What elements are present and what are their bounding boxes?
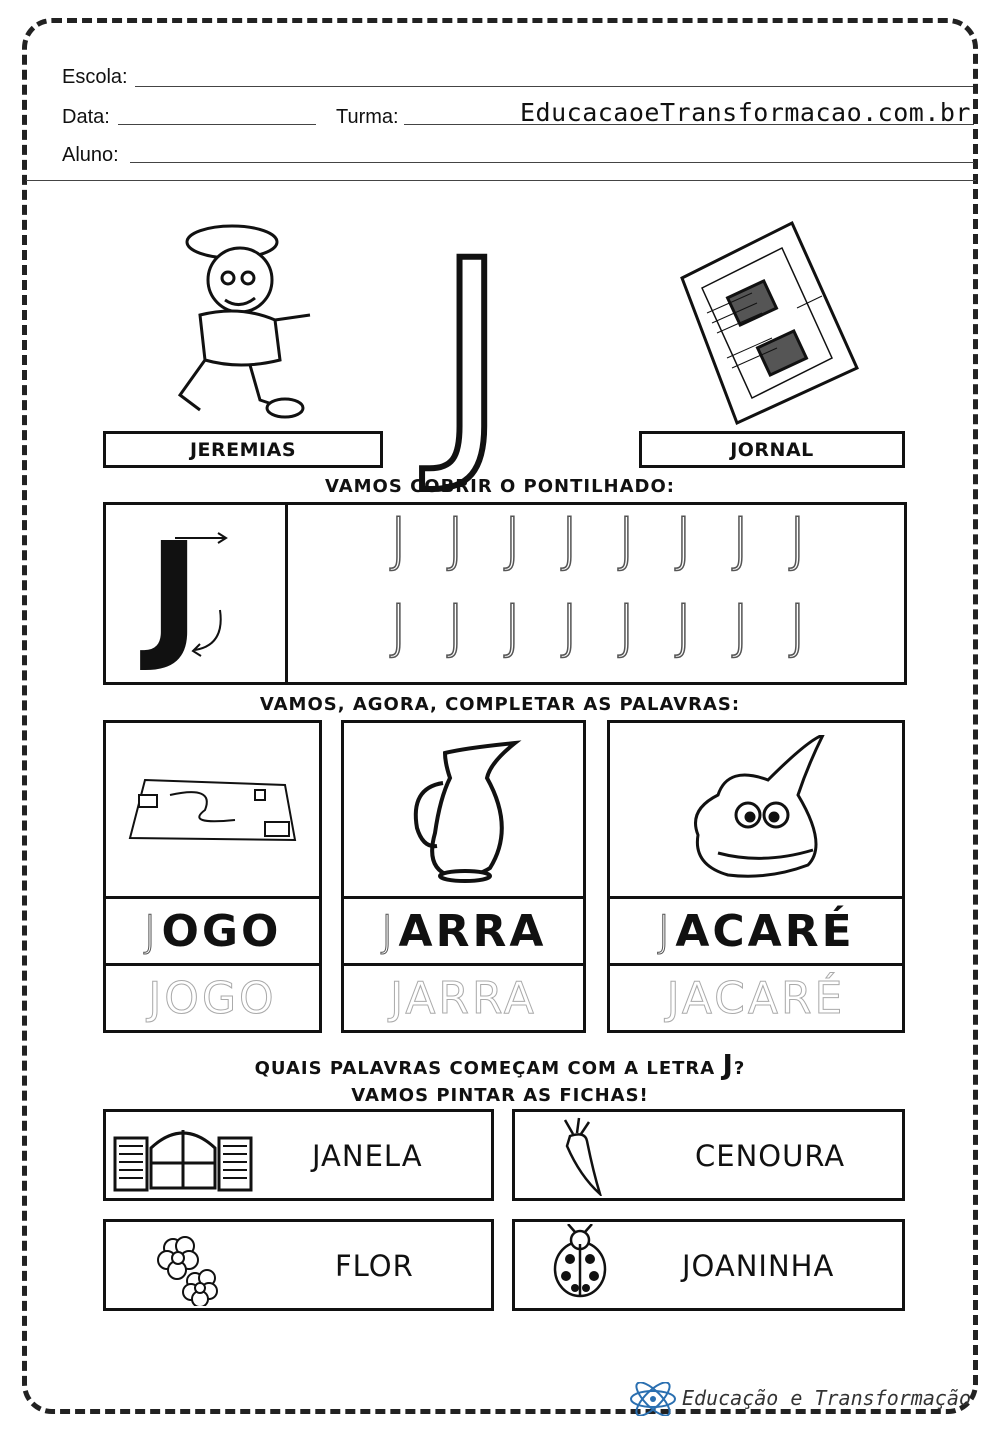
window-image [113, 1118, 253, 1192]
trace-letter: J [731, 592, 750, 662]
board-game-image [125, 770, 300, 845]
trace-letter: J [617, 505, 636, 575]
newspaper-image [672, 218, 862, 428]
card-word-cenoura: CENOURA [695, 1139, 846, 1173]
stroke-direction-arrows [170, 530, 240, 660]
site-url: EducacaoeTransformacao.com.br [520, 98, 971, 127]
jug-image [405, 738, 525, 883]
paint-section-subtitle: VAMOS PINTAR AS FICHAS! [351, 1085, 649, 1106]
trace-letter: J [674, 505, 693, 575]
header-divider [26, 180, 976, 181]
model-letter: J [148, 513, 201, 676]
card-word-joaninha: JOANINHA [682, 1249, 835, 1283]
trace-letter: J [389, 505, 408, 575]
footer-brand: Educação e Transformação [682, 1386, 971, 1410]
trace-letter: J [503, 592, 522, 662]
paint-title-question: ? [733, 1058, 746, 1079]
trace-letter: J [617, 592, 636, 662]
flowers-image [145, 1226, 225, 1306]
card-word-janela: JANELA [312, 1139, 423, 1173]
carrot-image [555, 1116, 605, 1196]
jeremias-label: JEREMIAS [103, 431, 383, 468]
school-label: Escola: [62, 66, 128, 88]
trace-row-2 [370, 592, 826, 662]
missing-letter: J [143, 905, 160, 957]
complete-section-title: VAMOS, AGORA, COMPLETAR AS PALAVRAS: [259, 694, 741, 715]
word-rest: OGO [161, 905, 282, 957]
trace-row-1 [370, 505, 826, 575]
missing-letter: J [657, 905, 674, 957]
big-letter-j: J [435, 207, 509, 498]
ladybug-image [540, 1224, 620, 1304]
trace-word-jarra: JARRA [390, 972, 537, 1024]
trace-letter: J [389, 592, 408, 662]
date-line [118, 124, 316, 125]
trace-letter: J [560, 505, 579, 575]
card-word-flor: FLOR [335, 1249, 414, 1283]
trace-letter: J [503, 505, 522, 575]
missing-letter: J [380, 905, 397, 957]
trace-letter: J [560, 592, 579, 662]
trace-divider [285, 503, 288, 684]
trace-letter: J [788, 592, 807, 662]
class-label: Turma: [336, 106, 399, 128]
trace-letter: J [674, 592, 693, 662]
student-line [130, 162, 974, 163]
school-line [135, 86, 973, 87]
trace-word-jogo: JOGO [148, 972, 277, 1024]
trace-letter: J [731, 505, 750, 575]
paint-title-letter: J [722, 1048, 734, 1081]
complete-word-jarra [342, 899, 585, 963]
paint-title-text: QUAIS PALAVRAS COMEÇAM COM A LETRA [254, 1058, 716, 1079]
date-label: Data: [62, 106, 110, 128]
paint-section-title [0, 1048, 1000, 1081]
student-label: Aluno: [62, 144, 119, 166]
atom-logo-icon [628, 1382, 678, 1416]
complete-word-jogo [104, 899, 321, 963]
jornal-label: JORNAL [639, 431, 905, 468]
complete-word-jacare [608, 899, 904, 963]
alligator-image [688, 735, 833, 885]
trace-word-jacare: JACARÉ [666, 972, 846, 1024]
trace-letter: J [446, 505, 465, 575]
word-rest: ACARÉ [675, 905, 855, 957]
boy-character-image [170, 220, 320, 425]
trace-section-title: VAMOS COBRIR O PONTILHADO: [324, 476, 675, 497]
trace-letter: J [788, 505, 807, 575]
trace-letter: J [446, 592, 465, 662]
word-rest: ARRA [398, 905, 547, 957]
